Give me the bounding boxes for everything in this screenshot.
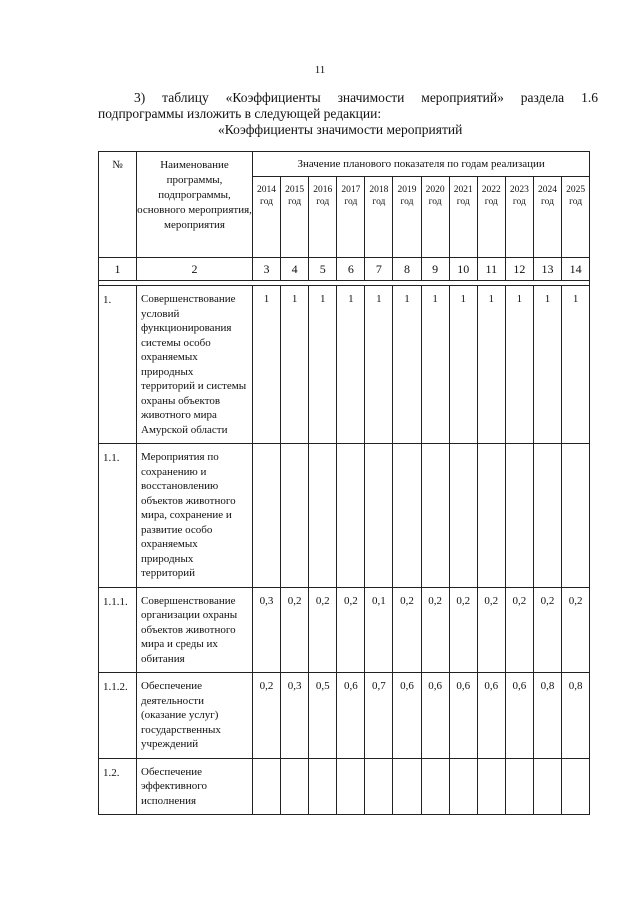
row-value: 0,1 (365, 587, 393, 673)
header-years-group: Значение планового показателя по годам реализации (253, 152, 590, 177)
row-value (253, 758, 281, 815)
row-value (281, 758, 309, 815)
table-caption: «Коэффициенты значимости мероприятий (218, 122, 463, 137)
row-value: 0,2 (477, 587, 505, 673)
row-value: 1 (562, 286, 590, 444)
row-value: 1 (533, 286, 561, 444)
row-value (449, 444, 477, 588)
row-value: 0,2 (309, 587, 337, 673)
row-value: 0,2 (562, 587, 590, 673)
intro-text (98, 90, 598, 138)
row-value: 0,8 (533, 673, 561, 759)
row-value: 0,8 (562, 673, 590, 759)
row-value: 0,2 (337, 587, 365, 673)
row-value: 0,2 (393, 587, 421, 673)
row-value (533, 758, 561, 815)
row-value (393, 444, 421, 588)
column-number: 3 (253, 258, 281, 281)
row-value: 1 (365, 286, 393, 444)
page-number: 11 (314, 64, 326, 76)
row-value: 0,3 (253, 587, 281, 673)
table-row (99, 444, 590, 588)
header-year: 2018 год (365, 177, 393, 258)
row-value: 0,2 (253, 673, 281, 759)
row-value: 1 (505, 286, 533, 444)
row-number: 1.2. (99, 758, 137, 815)
row-number: 1.1.2. (99, 673, 137, 759)
table-row (99, 673, 590, 759)
row-value (253, 444, 281, 588)
header-year: 2020 год (421, 177, 449, 258)
header-year: 2025 год (562, 177, 590, 258)
row-value (477, 444, 505, 588)
header-year: 2023 год (505, 177, 533, 258)
row-value (393, 758, 421, 815)
row-value: 0,2 (281, 587, 309, 673)
row-value (477, 758, 505, 815)
column-number: 11 (477, 258, 505, 281)
row-value: 1 (477, 286, 505, 444)
row-value (533, 444, 561, 588)
row-value (562, 444, 590, 588)
header-year: 2017 год (337, 177, 365, 258)
column-number: 14 (562, 258, 590, 281)
row-value (505, 444, 533, 588)
row-number: 1.1.1. (99, 587, 137, 673)
table-row (99, 286, 590, 444)
row-value (449, 758, 477, 815)
header-year: 2014 год (253, 177, 281, 258)
row-value (309, 444, 337, 588)
row-value: 1 (421, 286, 449, 444)
header-year: 2015 год (281, 177, 309, 258)
row-value: 0,6 (421, 673, 449, 759)
header-year: 2021 год (449, 177, 477, 258)
row-value: 1 (337, 286, 365, 444)
row-value (421, 758, 449, 815)
row-value: 1 (281, 286, 309, 444)
row-value: 0,6 (477, 673, 505, 759)
row-name: Обеспечение деятельности (оказание услуг) государственных учреждений (137, 673, 253, 759)
column-number: 6 (337, 258, 365, 281)
row-value (365, 444, 393, 588)
header-name: Наименование программы, подпрограммы, основного мероприятия, мероприятия (137, 152, 253, 258)
row-value: 0,7 (365, 673, 393, 759)
header-year: 2024 год (533, 177, 561, 258)
row-value (505, 758, 533, 815)
row-value: 0,2 (421, 587, 449, 673)
column-number: 2 (137, 258, 253, 281)
column-number: 5 (309, 258, 337, 281)
column-number: 7 (365, 258, 393, 281)
row-value: 0,6 (337, 673, 365, 759)
column-numbers-row (99, 258, 590, 281)
header-year: 2019 год (393, 177, 421, 258)
column-number: 10 (449, 258, 477, 281)
row-value: 0,5 (309, 673, 337, 759)
row-value: 0,6 (393, 673, 421, 759)
row-value: 1 (309, 286, 337, 444)
row-name: Мероприятия по сохранению и восстановлению объектов животного мира, сохранение и развитие особо охраняемых природных территорий (137, 444, 253, 588)
row-value (562, 758, 590, 815)
table-row (99, 587, 590, 673)
row-number: 1. (99, 286, 137, 444)
row-value (337, 444, 365, 588)
coefficients-table (98, 151, 590, 815)
row-value (337, 758, 365, 815)
column-number: 1 (99, 258, 137, 281)
row-value (421, 444, 449, 588)
row-name: Совершенствование организации охраны объектов животного мира и среды их обитания (137, 587, 253, 673)
row-name: Обеспечение эффективного исполнения (137, 758, 253, 815)
row-value: 0,6 (505, 673, 533, 759)
row-number: 1.1. (99, 444, 137, 588)
row-value (281, 444, 309, 588)
row-value: 0,2 (505, 587, 533, 673)
header-number: № (99, 152, 137, 258)
row-name: Совершенствование условий функционирования системы особо охраняемых природных территорий и системы охраны объектов животного мира Амурской области (137, 286, 253, 444)
row-value: 1 (253, 286, 281, 444)
row-value: 0,2 (533, 587, 561, 673)
row-value: 0,6 (449, 673, 477, 759)
row-value: 0,2 (449, 587, 477, 673)
table-row (99, 758, 590, 815)
header-year: 2016 год (309, 177, 337, 258)
column-number: 13 (533, 258, 561, 281)
column-number: 9 (421, 258, 449, 281)
intro-line-1: 3) таблицу «Коэффициенты значимости мероприятий» раздела 1.6 (134, 90, 598, 105)
row-value (309, 758, 337, 815)
row-value (365, 758, 393, 815)
column-number: 4 (281, 258, 309, 281)
row-value: 1 (449, 286, 477, 444)
intro-line-2: подпрограммы изложить в следующей редакции: (98, 106, 382, 121)
row-value: 1 (393, 286, 421, 444)
column-number: 8 (393, 258, 421, 281)
header-year: 2022 год (477, 177, 505, 258)
row-value: 0,3 (281, 673, 309, 759)
column-number: 12 (505, 258, 533, 281)
